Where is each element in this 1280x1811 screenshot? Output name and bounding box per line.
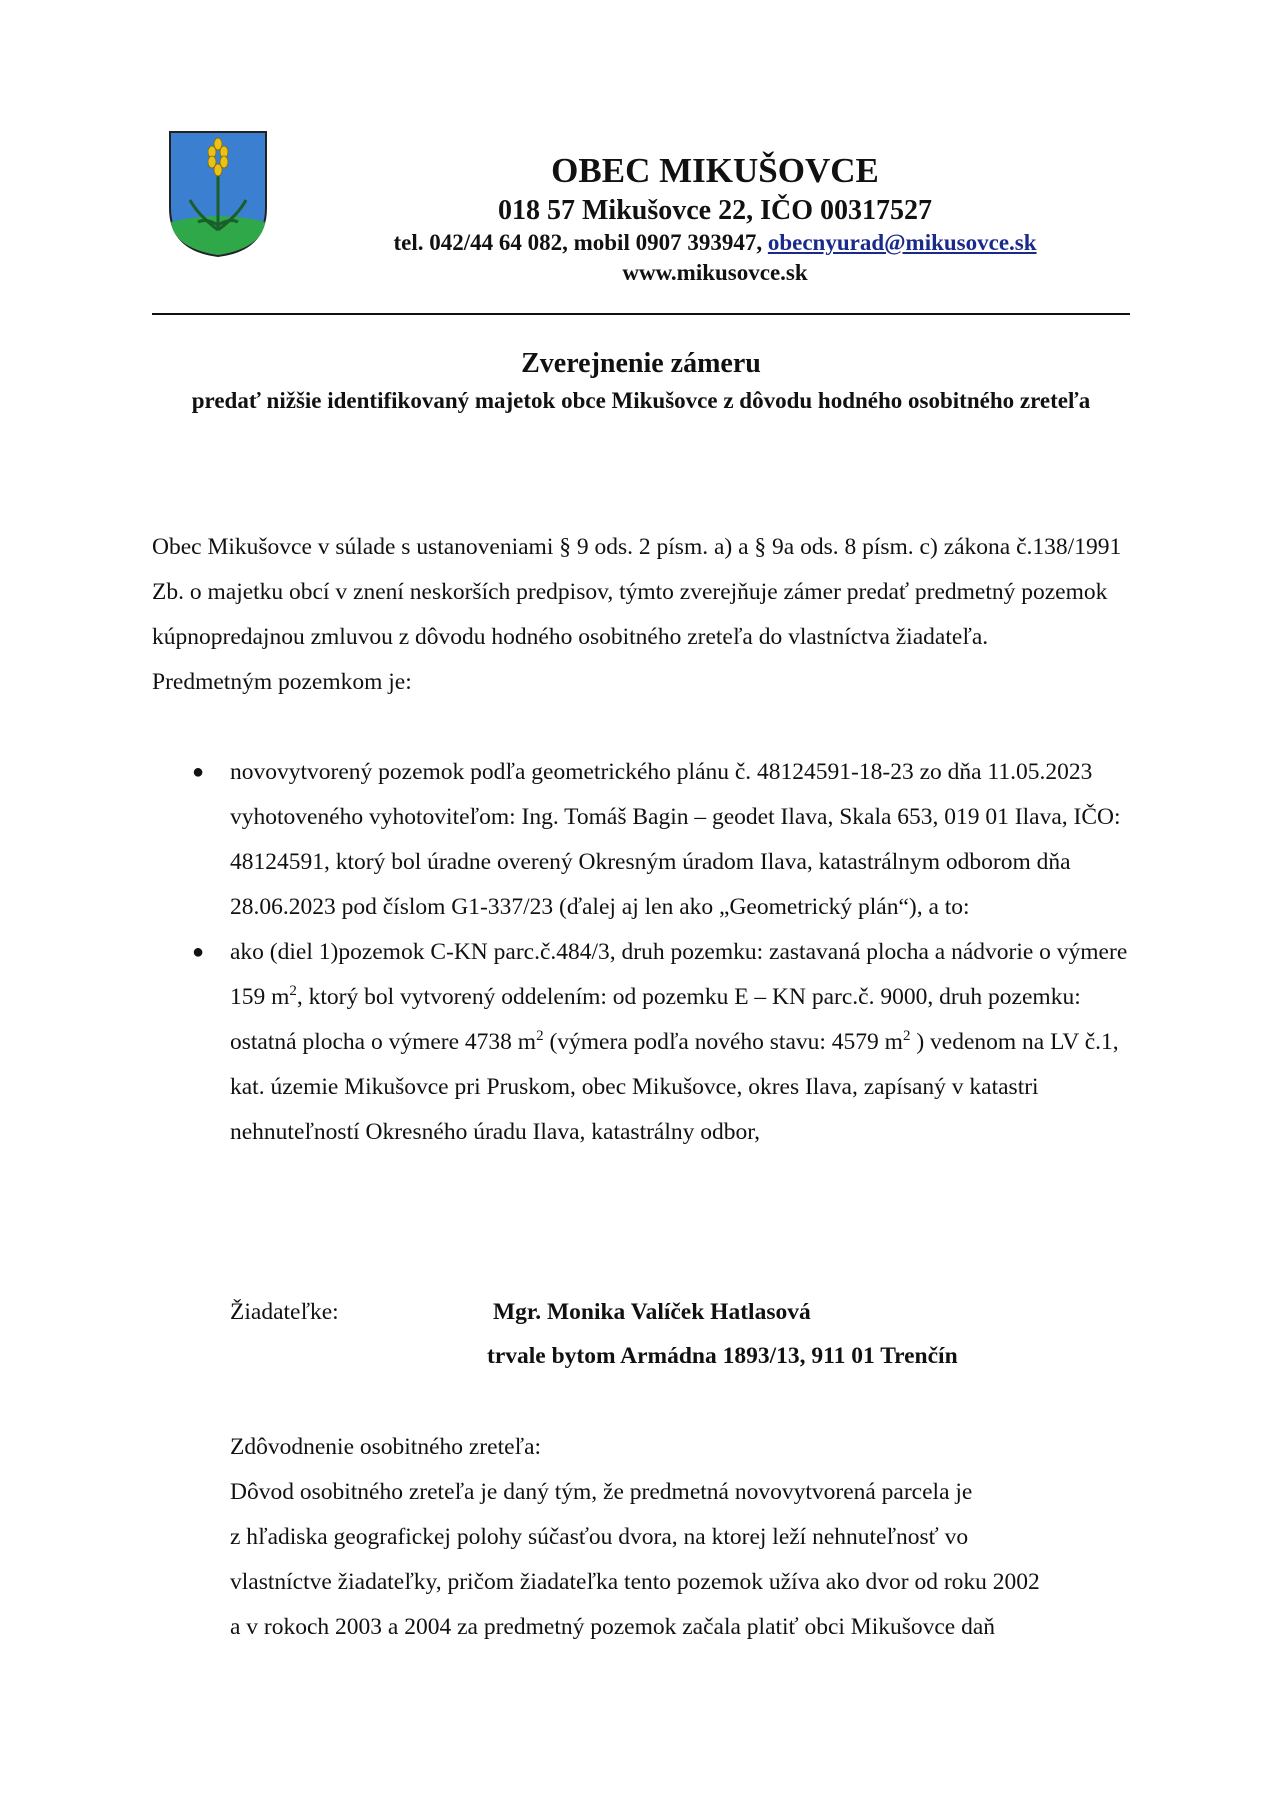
reason-heading: Zdôvodnenie osobitného zreteľa:	[230, 1434, 542, 1460]
subject-line: Predmetným pozemkom je:	[152, 669, 412, 695]
applicant-name: Mgr. Monika Valíček Hatlasová	[493, 1299, 811, 1325]
item-text: ako (diel 1)pozemok C-KN parc.č.484/3, druh pozemku: zastavaná plocha a nádvorie o výmere 159 m	[230, 939, 1128, 1010]
reason-line: Dôvod osobitného zreteľa je daný tým, že predmetná novovytvorená parcela je	[230, 1479, 973, 1505]
website-url: www.mikusovce.sk	[622, 260, 808, 285]
municipality-name: OBEC MIKUŠOVCE	[551, 151, 879, 190]
applicant-label: Žiadateľke:	[230, 1299, 339, 1325]
land-items-list	[152, 750, 1130, 1155]
reason-line: z hľadiska geografickej polohy súčasťou dvora, na ktorej leží nehnuteľnosť vo	[230, 1524, 969, 1550]
applicant-address: trvale bytom Armádna 1893/13, 911 01 Trenčín	[487, 1343, 958, 1369]
intro-section	[152, 525, 1130, 705]
list-item	[152, 750, 1130, 930]
list-item	[152, 930, 1130, 1155]
email-link[interactable]: obecnyurad@mikusovce.sk	[767, 230, 1037, 255]
item-text: ) vedenom na LV č.1, kat. územie Mikušovce pri Pruskom, obec Mikušovce, okres Ilava, zapísaný v katastri nehnuteľností Okresného úradu Ilava, katastrálny odbor,	[230, 1029, 1119, 1145]
reason-line: a v rokoch 2003 a 2004 za predmetný pozemok začala platiť obci Mikušovce daň	[230, 1614, 996, 1640]
superscript: 2	[289, 983, 297, 999]
municipality-address: 018 57 Mikušovce 22, IČO 00317527	[498, 195, 932, 226]
bullet-icon: ●	[192, 761, 205, 783]
reason-section	[230, 1425, 1130, 1650]
phone-numbers: tel. 042/44 64 082, mobil 0907 393947,	[393, 230, 768, 255]
intro-paragraph: Obec Mikušovce v súlade s ustanoveniami § 9 ods. 2 písm. a) a § 9a ods. 8 písm. c) zákona č.138/1991 Zb. o majetku obcí v znení neskorších predpisov, týmto zverejňuje zámer predať predmetný pozemok kúpnopredajnou zmluvou z dôvodu hodného osobitného zreteľa do vlastníctva žiadateľa.	[152, 534, 1122, 650]
reason-line: vlastníctve žiadateľky, pričom žiadateľka tento pozemok užíva ako dvor od roku 2002	[230, 1569, 1040, 1595]
item-text: (výmera podľa nového stavu: 4579 m	[543, 1029, 903, 1055]
item-text: novovytvorený pozemok podľa geometrického plánu č. 48124591-18-23 zo dňa 11.05.2023 vyhotoveného vyhotoviteľom: Ing. Tomáš Bagin – geodet Ilava, Skala 653, 019 01 Ilava, IČO: 48124591, ktorý bol úradne overený Okresným úradom Ilava, katastrálnym odborom dňa 28.06.2023 pod číslom G1-337/23 (ďalej aj len ako „Geometrický plán“), a to:	[230, 759, 1121, 920]
header-divider	[152, 313, 1130, 315]
superscript: 2	[902, 1028, 911, 1044]
contact-line	[290, 229, 1140, 257]
bullet-icon: ●	[192, 941, 205, 963]
item-text: , ktorý bol vytvorený oddelením: od pozemku E – KN parc.č. 9000, druh pozemku: ostatná plocha o výmere 4738 m	[230, 984, 1081, 1055]
notice-subtitle: predať nižšie identifikovaný majetok obce Mikušovce z dôvodu hodného osobitného zreteľa	[191, 388, 1091, 413]
notice-title: Zverejnenie zámeru	[521, 348, 761, 379]
coat-of-arms-logo	[168, 130, 268, 258]
superscript: 2	[536, 1028, 544, 1044]
